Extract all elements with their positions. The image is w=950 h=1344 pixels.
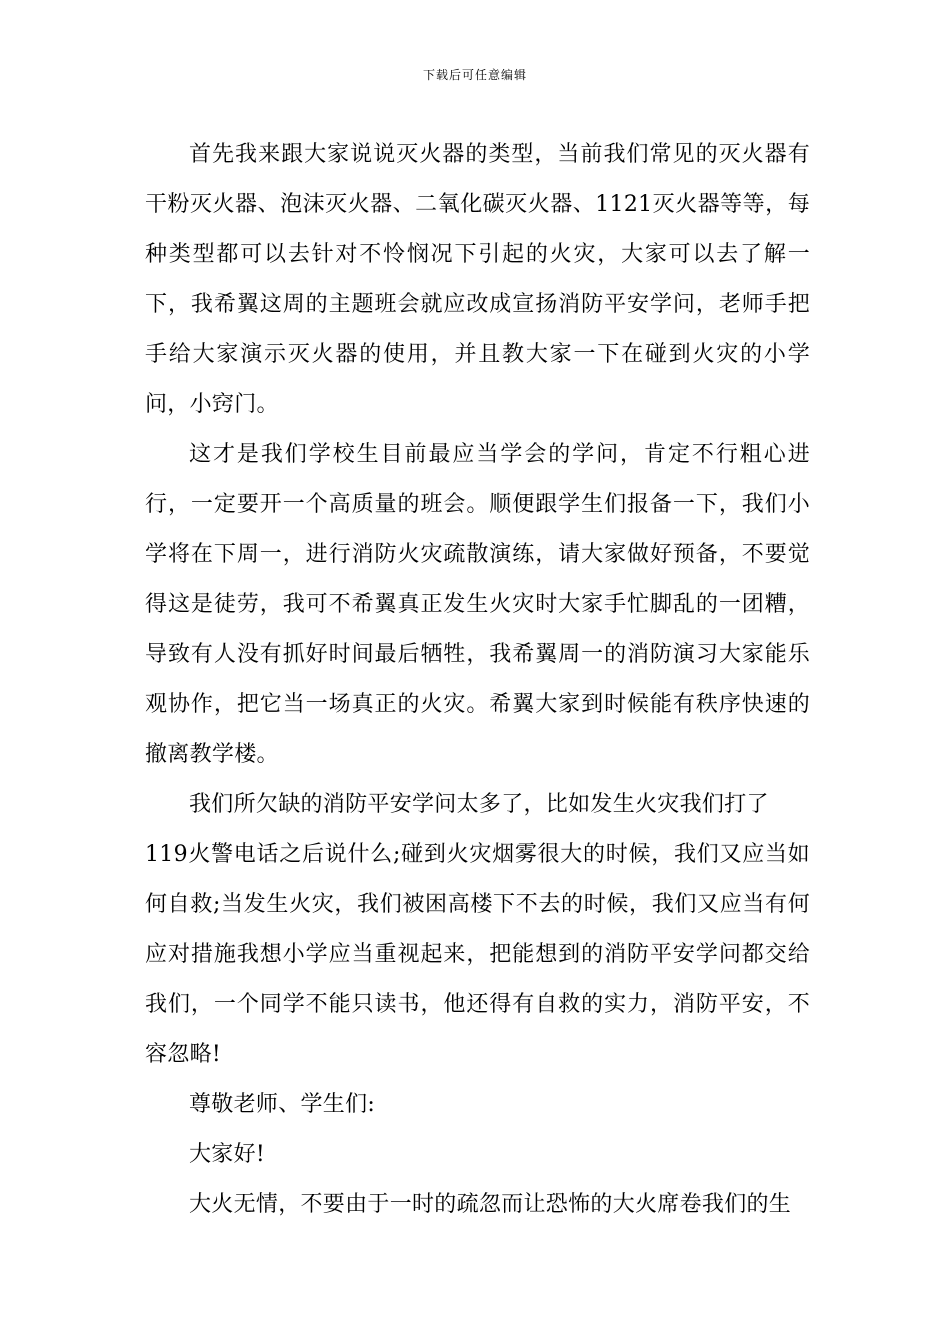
greeting-salutation: 尊敬老师、学生们: bbox=[189, 1092, 376, 1117]
document-body bbox=[145, 130, 810, 1230]
paragraph-2: 这才是我们学校生目前最应当学会的学问，肯定不行粗心进行，一定要开一个高质量的班会。顺便跟学生们报备一下，我们小学将在下周一，进行消防火灾疏散演练，请大家做好预备，不要觉得这是徒劳，我可不希翼真正发生火灾时大家手忙脚乱的一团糟，导致有人没有抓好时间最后牺牲，我希翼周一的消防演习大家能乐观协作，把它当一场真正的火灾。希翼大家到时候能有秩序快速的撤离教学楼。 bbox=[145, 442, 810, 767]
paragraph-3: 我们所欠缺的消防平安学问太多了，比如发生火灾我们打了 119火警电话之后说什么;碰到火灾烟雾很大的时候，我们又应当如何自救;当发生火灾，我们被困高楼下不去的时候，我们又应当有何应对措施我想小学应当重视起来，把能想到的消防平安学问都交给我们，一个同学不能只读书，他还得有自救的实力，消防平安，不容忽略! bbox=[145, 792, 810, 1067]
paragraph-4: 大火无情，不要由于一时的疏忽而让恐怖的大火席卷我们的生 bbox=[189, 1192, 792, 1217]
greeting-hello: 大家好! bbox=[189, 1142, 266, 1167]
page-header-note: 下载后可任意编辑 bbox=[422, 68, 527, 82]
paragraph-1: 首先我来跟大家说说灭火器的类型，当前我们常见的灭火器有干粉灭火器、泡沫灭火器、二氧化碳灭火器、1121灭火器等等，每种类型都可以去针对不怜悯况下引起的火灾，大家可以去了解一下，我希翼这周的主题班会就应改成宣扬消防平安学问，老师手把手给大家演示灭火器的使用，并且教大家一下在碰到火灾的小学问，小窍门。 bbox=[145, 142, 810, 417]
